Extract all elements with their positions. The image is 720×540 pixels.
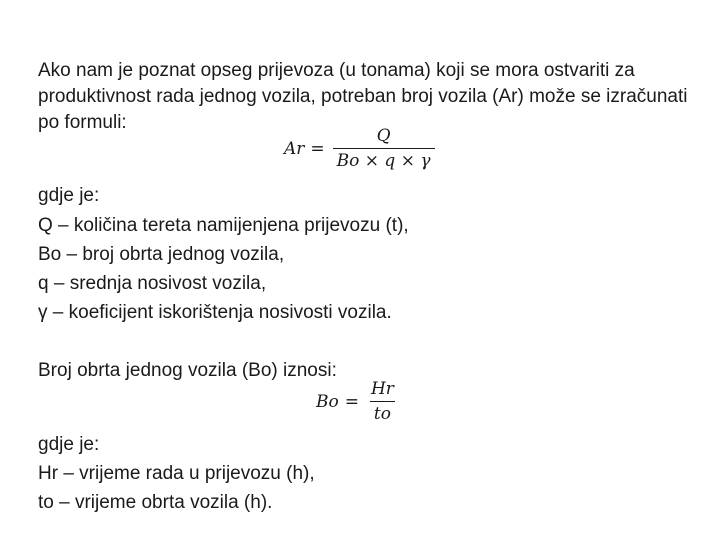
formula-ar-numerator: Q	[376, 126, 391, 146]
formula-bo-lhs: Bo	[316, 391, 339, 412]
section2-text: Broj obrta jednog vozila (Bo) iznosi:	[38, 360, 337, 381]
intro-line-2: produktivnost rada jednog vozila, potreban broj vozila (Ar) može se izračunati	[38, 86, 688, 107]
formula-bo	[316, 379, 398, 424]
formula-ar-lhs: Ar	[284, 138, 305, 159]
formula-ar-denominator: Bo × q × γ	[333, 148, 435, 171]
where2-item: to – vrijeme obrta vozila (h).	[38, 492, 273, 513]
formula-ar	[284, 126, 435, 171]
formula-bo-fraction	[367, 379, 398, 424]
where2-heading: gdje je:	[38, 434, 100, 455]
where1-item: Q – količina tereta namijenjena prijevozu (t),	[38, 215, 409, 236]
intro-line-1: Ako nam je poznat opseg prijevoza (u tonama) koji se mora ostvariti za	[38, 60, 635, 81]
formula-ar-equals: =	[310, 138, 325, 159]
formula-ar-fraction	[333, 126, 435, 171]
where1-item: Bo – broj obrta jednog vozila,	[38, 244, 285, 265]
intro-line-3: po formuli:	[38, 112, 127, 133]
where1-item: γ – koeficijent iskorištenja nosivosti vozila.	[38, 302, 392, 323]
where1-heading: gdje je:	[38, 185, 100, 206]
where2-item: Hr – vrijeme rada u prijevozu (h),	[38, 463, 315, 484]
formula-bo-denominator: to	[370, 401, 395, 424]
formula-bo-numerator: Hr	[370, 379, 394, 399]
where1-item: q – srednja nosivost vozila,	[38, 273, 267, 294]
formula-bo-equals: =	[344, 391, 359, 412]
